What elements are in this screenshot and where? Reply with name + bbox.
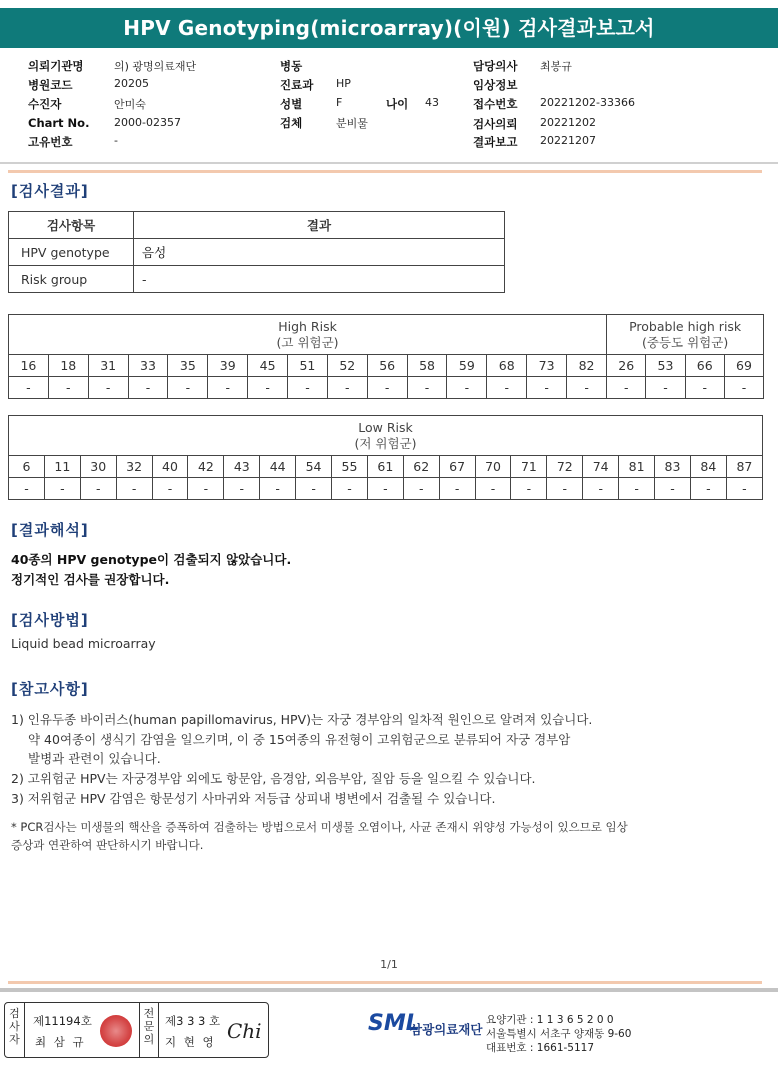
hpv-result-cell: - [690, 478, 726, 500]
hpv-result-cell: - [188, 478, 224, 500]
patient-info [28, 58, 768, 153]
specialist-license: 제3 3 3 호 [165, 1014, 221, 1028]
hpv-result-cell: - [224, 478, 260, 500]
ward-label: 병동 [280, 59, 303, 73]
results-title: [검사결과] [11, 182, 89, 200]
hpv-result-cell: - [168, 377, 208, 399]
hpv-result-cell: - [248, 377, 288, 399]
low-risk-header [9, 416, 763, 456]
page-number: 1/1 [380, 958, 398, 971]
receipt-value: 20221202-33366 [540, 96, 635, 109]
hpv-result-cell: - [646, 377, 685, 399]
reference-line-3: 발병과 관련이 있습니다. [28, 751, 161, 766]
hpv-type-cell: 11 [44, 456, 80, 478]
examiner-license: 제11194호 [33, 1014, 92, 1028]
row-result: 음성 [134, 239, 505, 266]
hpv-type-cell: 61 [367, 456, 403, 478]
hpv-type-cell: 58 [407, 355, 447, 377]
reference-line-5: 3) 저위험군 HPV 감염은 항문성기 사마귀와 저등급 상피내 병변에서 검출될 수 있습니다. [11, 791, 496, 806]
hospital-code-label: 병원코드 [28, 78, 73, 92]
hpv-result-cell: - [116, 478, 152, 500]
hpv-type-cell: 6 [9, 456, 45, 478]
specialist-name: 지 현 영 [165, 1035, 216, 1049]
high-risk-types-row [9, 355, 764, 377]
hpv-type-cell: 16 [9, 355, 49, 377]
col-result-header: 결과 [134, 212, 505, 239]
low-risk-label: Low Risk [358, 419, 413, 435]
hpv-result-cell: - [9, 377, 49, 399]
request-label: 검사의뢰 [473, 117, 518, 131]
unique-value: - [114, 134, 118, 147]
hpv-result-cell: - [288, 377, 328, 399]
phone-number: 대표번호 : 1661-5117 [486, 1042, 595, 1054]
patient-label: 수진자 [28, 97, 62, 111]
hpv-result-cell: - [44, 478, 80, 500]
hpv-type-cell: 74 [583, 456, 619, 478]
dept-label: 진료과 [280, 78, 314, 92]
footer-divider [8, 981, 762, 984]
hpv-type-cell: 56 [367, 355, 407, 377]
hpv-type-cell: 31 [88, 355, 128, 377]
hpv-result-cell: - [367, 377, 407, 399]
method-text: Liquid bead microarray [11, 636, 156, 651]
hpv-type-cell: 42 [188, 456, 224, 478]
reference-title: [참고사항] [11, 680, 89, 698]
hpv-type-cell: 62 [403, 456, 439, 478]
hpv-result-cell: - [726, 478, 762, 500]
age-value: 43 [425, 96, 439, 109]
hpv-type-cell: 59 [447, 355, 487, 377]
high-risk-sublabel: (고 위험군) [276, 334, 339, 350]
hpv-result-cell: - [655, 478, 691, 500]
method-title: [검사방법] [11, 611, 89, 629]
request-value: 20221202 [540, 116, 596, 129]
hpv-type-cell: 68 [487, 355, 527, 377]
dept-value: HP [336, 77, 351, 90]
specimen-value: 분비물 [336, 117, 368, 130]
chart-label: Chart No. [28, 116, 90, 130]
probable-risk-header [607, 315, 764, 355]
hpv-result-cell: - [260, 478, 296, 500]
hpv-type-cell: 73 [527, 355, 567, 377]
hpv-type-cell: 69 [724, 355, 763, 377]
hpv-result-cell: - [80, 478, 116, 500]
hpv-result-cell: - [88, 377, 128, 399]
sex-label: 성별 [280, 97, 303, 111]
sml-logo-icon: SML [368, 1011, 420, 1036]
reference-line-4: 2) 고위험군 HPV는 자궁경부암 외에도 항문암, 음경암, 외음부암, 질암 등을 일으킬 수 있습니다. [11, 771, 536, 786]
hpv-result-cell: - [475, 478, 511, 500]
header-divider [0, 162, 778, 164]
age-label: 나이 [386, 97, 409, 111]
high-risk-header [9, 315, 607, 355]
table-row [9, 266, 505, 293]
hpv-result-cell: - [583, 478, 619, 500]
results-table [8, 211, 505, 293]
hpv-type-cell: 87 [726, 456, 762, 478]
address: 서울특별시 서초구 양재동 9-60 [486, 1028, 632, 1040]
chart-value: 2000-02357 [114, 116, 181, 129]
hpv-result-cell: - [208, 377, 248, 399]
hpv-type-cell: 44 [260, 456, 296, 478]
sex-value: F [336, 96, 343, 109]
hpv-type-cell: 55 [332, 456, 368, 478]
seal-stamp [100, 1015, 132, 1047]
hpv-type-cell: 82 [567, 355, 607, 377]
specimen-label: 검체 [280, 116, 303, 130]
hpv-result-cell: - [447, 377, 487, 399]
hpv-type-cell: 67 [439, 456, 475, 478]
hpv-type-cell: 18 [48, 355, 88, 377]
hpv-result-cell: - [367, 478, 403, 500]
interpretation-line-1: 40종의 HPV genotype이 검출되지 않았습니다. [11, 552, 292, 567]
hpv-type-cell: 83 [655, 456, 691, 478]
hpv-result-cell: - [527, 377, 567, 399]
hpv-result-cell: - [724, 377, 763, 399]
pcr-note-line-2: 증상과 연관하여 판단하시기 바랍니다. [11, 838, 204, 852]
receipt-label: 접수번호 [473, 97, 518, 111]
hpv-type-cell: 35 [168, 355, 208, 377]
hpv-type-cell: 81 [619, 456, 655, 478]
hpv-result-cell: - [619, 478, 655, 500]
hpv-result-cell: - [403, 478, 439, 500]
hpv-result-cell: - [332, 478, 368, 500]
hpv-type-cell: 72 [547, 456, 583, 478]
hpv-result-cell: - [327, 377, 367, 399]
low-risk-types-row [9, 456, 763, 478]
institution-value: 의) 광명의료재단 [114, 60, 197, 73]
table-row [9, 239, 505, 266]
report-title: HPV Genotyping(microarray)(이원) 검사결과보고서 [0, 8, 778, 48]
foundation-name: 삼광의료재단 [410, 1022, 483, 1037]
unique-label: 고유번호 [28, 135, 73, 149]
probable-risk-label: Probable high risk [629, 318, 742, 334]
hpv-type-cell: 39 [208, 355, 248, 377]
report-date-value: 20221207 [540, 134, 596, 147]
interpretation-title: [결과해석] [11, 521, 89, 539]
hpv-type-cell: 66 [685, 355, 724, 377]
hpv-result-cell: - [607, 377, 646, 399]
hpv-result-cell: - [487, 377, 527, 399]
specialist-label: 전문의 [139, 1003, 159, 1057]
pcr-note-line-1: * PCR검사는 미생물의 핵산을 증폭하여 검출하는 방법으로서 미생물 오염이나, 사균 존재시 위양성 가능성이 있으므로 임상 [11, 820, 628, 834]
interpretation-line-2: 정기적인 검사를 권장합니다. [11, 572, 170, 587]
row-item: HPV genotype [9, 239, 134, 266]
signature-box [4, 1002, 269, 1058]
row-item: Risk group [9, 266, 134, 293]
hospital-code-value: 20205 [114, 77, 149, 90]
handwritten-signature: Chi [227, 1019, 262, 1043]
hpv-result-cell: - [9, 478, 45, 500]
hpv-type-cell: 53 [646, 355, 685, 377]
hpv-result-cell: - [296, 478, 332, 500]
low-risk-table [8, 415, 763, 500]
hpv-type-cell: 30 [80, 456, 116, 478]
hpv-result-cell: - [511, 478, 547, 500]
hpv-type-cell: 84 [690, 456, 726, 478]
patient-value: 안미숙 [114, 98, 146, 111]
hpv-result-cell: - [685, 377, 724, 399]
hpv-type-cell: 70 [475, 456, 511, 478]
low-risk-values-row [9, 478, 763, 500]
reference-line-2: 약 40여종이 생식기 감염을 일으키며, 이 중 15여종의 유전형이 고위험군으로 분류되어 자궁 경부암 [28, 732, 571, 747]
probable-risk-sublabel: (중등도 위험군) [642, 334, 729, 350]
report-date-label: 결과보고 [473, 135, 518, 149]
hpv-result-cell: - [547, 478, 583, 500]
hpv-result-cell: - [567, 377, 607, 399]
doctor-value: 최봉규 [540, 60, 572, 73]
reference-line-1: 1) 인유두종 바이러스(human papillomavirus, HPV)는 자궁 경부암의 일차적 원인으로 알려져 있습니다. [11, 712, 593, 727]
hpv-type-cell: 40 [152, 456, 188, 478]
examiner-label: 검사자 [5, 1003, 25, 1057]
hpv-result-cell: - [128, 377, 168, 399]
section-divider [8, 170, 762, 173]
hpv-type-cell: 32 [116, 456, 152, 478]
hpv-type-cell: 33 [128, 355, 168, 377]
institution-label: 의뢰기관명 [28, 59, 84, 73]
hpv-type-cell: 45 [248, 355, 288, 377]
clinical-label: 임상정보 [473, 78, 518, 92]
col-item-header: 검사항목 [9, 212, 134, 239]
hpv-type-cell: 54 [296, 456, 332, 478]
doctor-label: 담당의사 [473, 59, 518, 73]
low-risk-sublabel: (저 위험군) [354, 435, 417, 451]
high-risk-label: High Risk [278, 318, 337, 334]
provider-code: 요양기관 : 1 1 3 6 5 2 0 0 [486, 1014, 614, 1026]
hpv-type-cell: 26 [607, 355, 646, 377]
hpv-type-cell: 43 [224, 456, 260, 478]
row-result: - [134, 266, 505, 293]
hpv-type-cell: 51 [288, 355, 328, 377]
hpv-type-cell: 71 [511, 456, 547, 478]
high-risk-table [8, 314, 764, 399]
hpv-result-cell: - [152, 478, 188, 500]
hpv-type-cell: 52 [327, 355, 367, 377]
footer-gray-bar [0, 988, 778, 992]
hpv-result-cell: - [407, 377, 447, 399]
hpv-result-cell: - [439, 478, 475, 500]
hpv-result-cell: - [48, 377, 88, 399]
examiner-name: 최 삼 규 [35, 1035, 86, 1049]
high-risk-values-row [9, 377, 764, 399]
